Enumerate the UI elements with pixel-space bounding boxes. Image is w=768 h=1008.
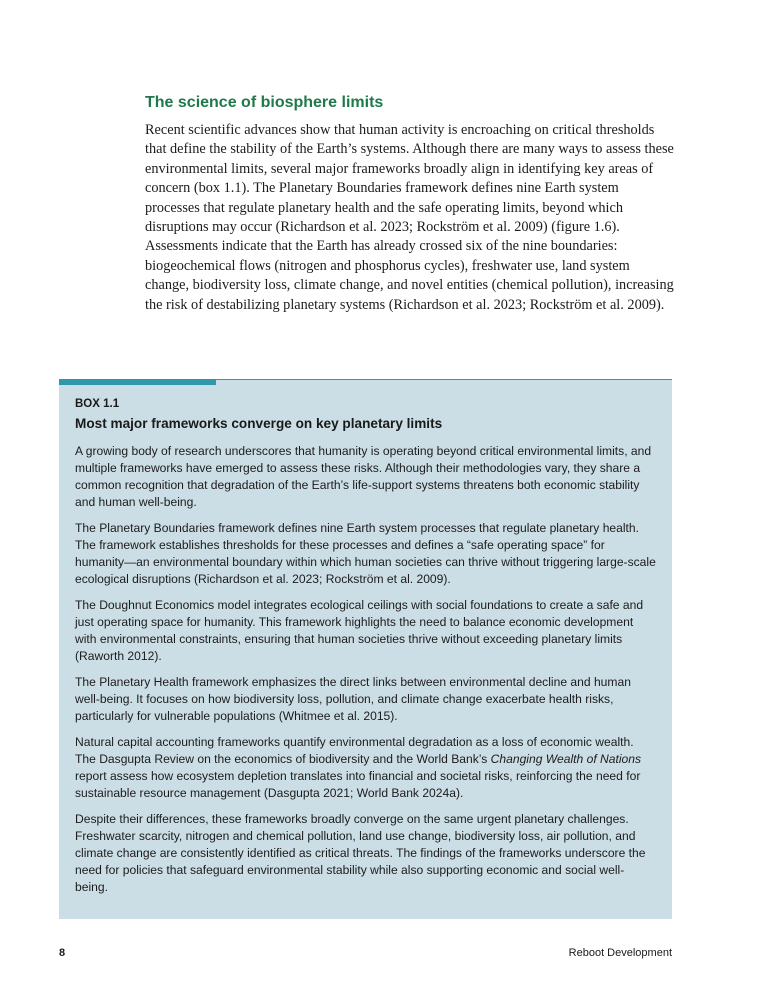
- box-paragraph-4: The Planetary Health framework emphasizes the direct links between environmental decline and human well-being. It focuses on how biodiversity loss, pollution, and climate change exacerbate health risks, particularly for vulnerable populations (Whitmee et al. 2015).: [75, 675, 631, 723]
- box-paragraph-5-end: report assess how ecosystem depletion translates into financial and societal risks, reinforcing the need for sustainable resource management (Dasgupta 2021; World Bank 2024a).: [75, 769, 641, 800]
- box-1-1: [59, 379, 672, 919]
- running-footer-title: Reboot Development: [568, 947, 672, 959]
- box-title: Most major frameworks converge on key planetary limits: [75, 416, 443, 431]
- box-paragraph-1: A growing body of research underscores that humanity is operating beyond critical environmental limits, and multiple frameworks have emerged to assess these risks. Although their methodologies vary, they share a common recognition that degradation of the Earth’s life-support systems threatens both economic stability and human well-being.: [75, 444, 652, 509]
- report-title-italic: Changing Wealth of Nations: [490, 752, 642, 766]
- box-accent-tab: [59, 379, 216, 385]
- box-paragraph-6: Despite their differences, these frameworks broadly converge on the same urgent planetary challenges. Freshwater scarcity, nitrogen and chemical pollution, land use change, biodiversity loss, air pollution, and climate change are consistently identified as critical threats. The findings of the frameworks underscore the need for policies that safeguard environmental stability while also supporting economic and social well-being.: [75, 812, 646, 894]
- box-label: BOX 1.1: [75, 398, 120, 410]
- box-paragraph-2: The Planetary Boundaries framework defines nine Earth system processes that regulate planetary health. The framework establishes thresholds for these processes and defines a “safe operating space” for humanity—an environmental boundary within which human societies can thrive without triggering large-scale ecological disruptions (Richardson et al. 2023; Rockström et al. 2009).: [75, 521, 656, 586]
- section-body-text: Recent scientific advances show that human activity is encroaching on critical thresholds that define the stability of the Earth’s systems. Although there are many ways to assess these environmental limits, several major frameworks broadly align in identifying key areas of concern (box 1.1). The Planetary Boundaries framework defines nine Earth system processes that regulate planetary health and the safe operating limits, beyond which disruptions may occur (Richardson et al. 2023; Rockström et al. 2009) (figure 1.6). Assessments indicate that the Earth has already crossed six of the nine boundaries: biogeochemical flows (nitrogen and phosphorus cycles), freshwater use, land system change, biodiversity loss, climate change, and novel entities (chemical pollution), increasing the risk of destabilizing planetary systems (Richardson et al. 2023; Rockström et al. 2009).: [145, 122, 674, 313]
- section-biosphere-limits: [145, 93, 677, 315]
- box-paragraph-5: [75, 734, 656, 802]
- section-heading: The science of biosphere limits: [145, 94, 384, 111]
- box-paragraph-3: The Doughnut Economics model integrates ecological ceilings with social foundations to create a safe and just operating space for humanity. This framework highlights the need to balance economic development with environmental constraints, ensuring that human societies thrive without exceeding planetary limits (Raworth 2012).: [75, 598, 644, 663]
- page-number: 8: [59, 947, 66, 959]
- box-paragraph-5-start: Natural capital accounting frameworks quantify environmental degradation as a loss of economic wealth. The Dasgupta Review on the economics of biodiversity and the World Bank’s: [75, 735, 634, 766]
